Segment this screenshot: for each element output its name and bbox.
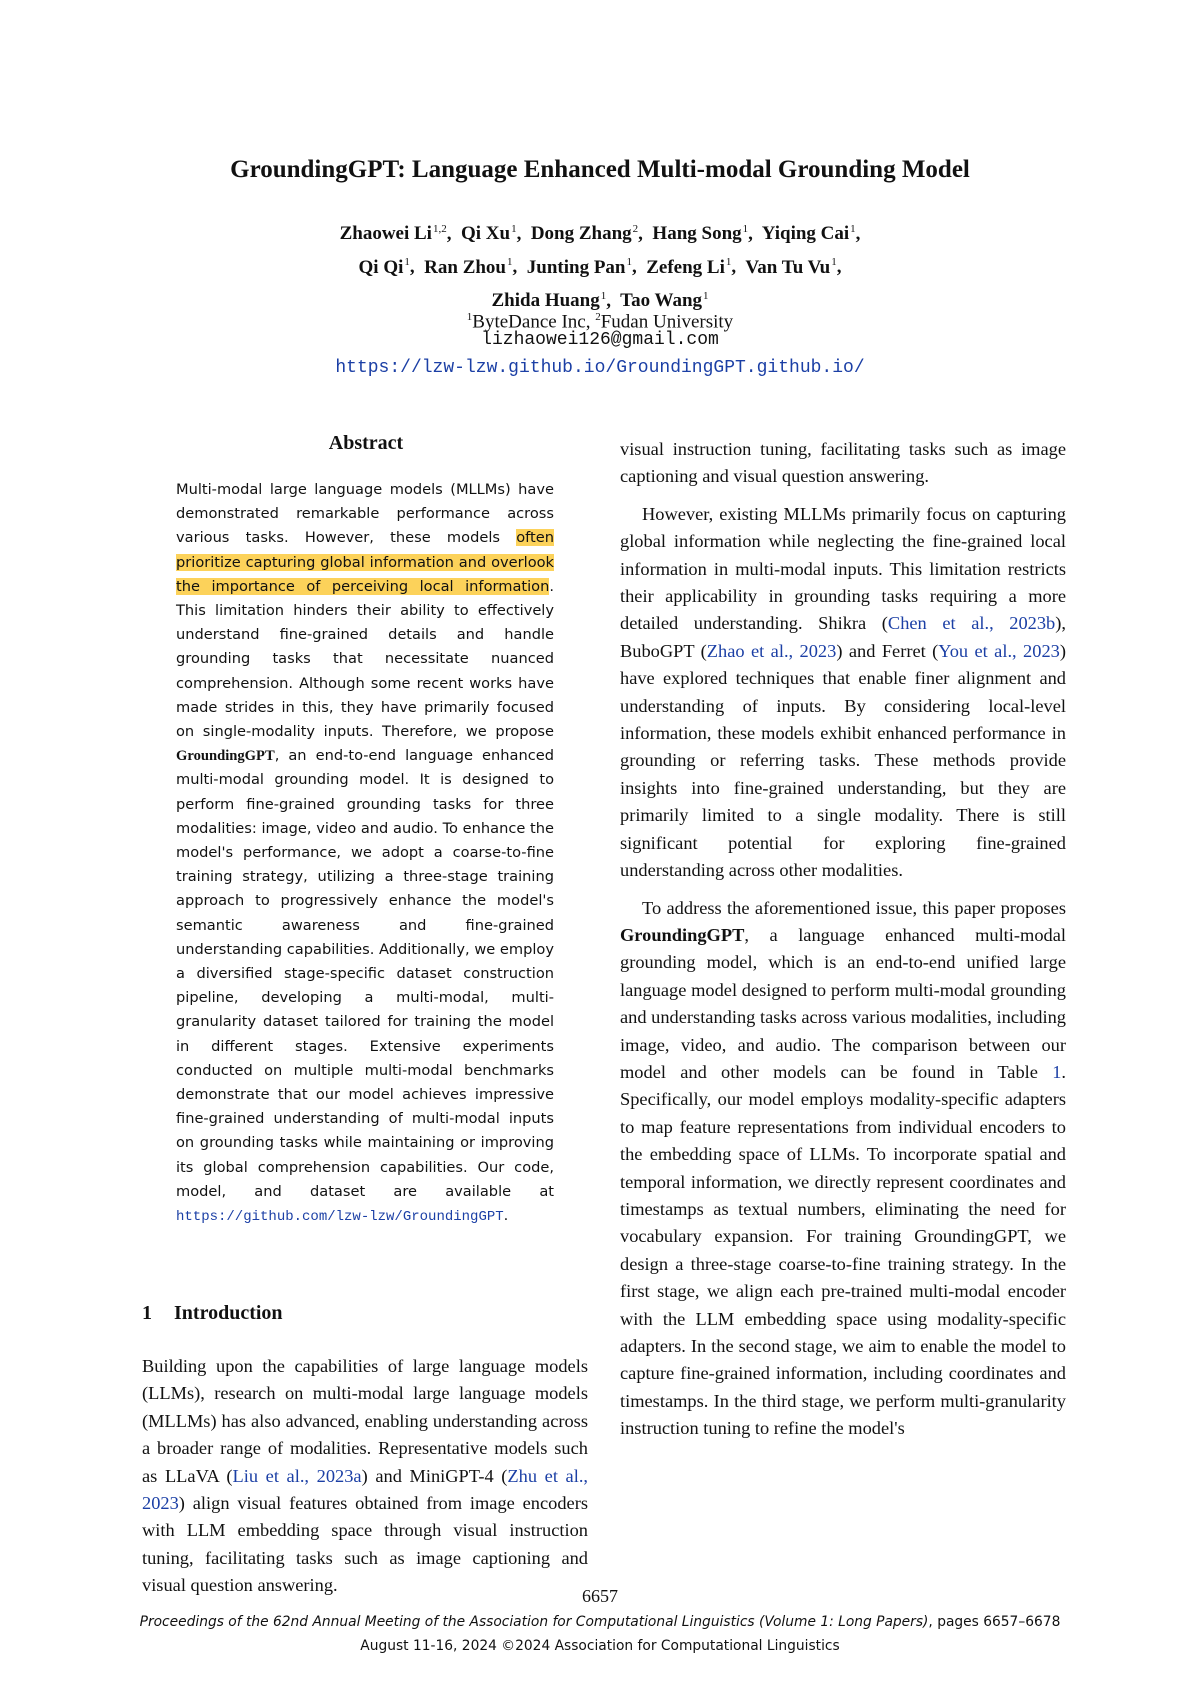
author-list: Zhaowei Li$^{1,2}$, Qi Xu$^1$, Dong Zhang$^2$, Hang Song$^1$, Yiqing Cai$^1$, Qi Qi$^1$, Ran Zhou$^1$, Junting Pan$^1$, Zefeng Li$^1$, Van Tu Vu$^1$, Zhida Huang$^1$, Tao Wang$^1$ bbox=[339, 223, 861, 311]
author: Hang Song$^1$ bbox=[652, 223, 749, 245]
contact-email: lizhaowei126@gmail.com bbox=[481, 330, 719, 350]
abstract-heading: Abstract bbox=[328, 432, 404, 454]
highlighted-text[interactable]: often prioritize capturing global information and overlook the importance of perceiving local information bbox=[176, 529, 554, 595]
intro-paragraph-1: Building upon the capabilities of large language models (LLMs), research on multi-modal large language models (MLLMs) has also advanced, enabling understanding across a broader range of modalities. Representative models such as LLaVA (Liu et al., 2023a) and MiniGPT-4 (Zhu et al., 2023) align visual features obtained from image encoders with LLM embedding space through visual instruction tuning, facilitating tasks such as image captioning and visual question answering. bbox=[142, 1356, 589, 1596]
citation-link[interactable]: Zhu et al., 2023 bbox=[142, 1465, 589, 1514]
affiliations: $^1$ByteDance Inc, $^2$Fudan University bbox=[466, 311, 734, 333]
author: Tao Wang$^1$ bbox=[620, 289, 709, 311]
author: Qi Qi$^1$ bbox=[358, 256, 410, 278]
intro-paragraph-1-continued: visual instruction tuning, facilitating tasks such as image captioning and visual question answering. bbox=[620, 439, 1066, 487]
citation-link[interactable]: You et al., 2023 bbox=[938, 640, 1060, 661]
author: Dong Zhang$^2$ bbox=[530, 223, 639, 245]
author: Zhaowei Li$^{1,2}$ bbox=[339, 223, 447, 245]
citation-link[interactable]: Liu et al., 2023a bbox=[232, 1465, 362, 1486]
author: Van Tu Vu$^1$ bbox=[745, 256, 837, 278]
paper-title: GroundingGPT: Language Enhanced Multi-modal Grounding Model bbox=[230, 156, 970, 183]
date-copyright-line: August 11-16, 2024 ©2024 Association for Computational Linguistics bbox=[360, 1638, 840, 1654]
intro-paragraph-3: To address the aforementioned issue, this paper proposes GroundingGPT, a language enhanced multi-modal grounding model, which is an end-to-end unified large language model designed to perform multi-modal grounding and understanding tasks across various modalities, including image, video, and audio. The comparison between our model and other models can be found in Table 1. Specifically, our model employs modality-specific adapters to map feature representations from individual encoders to the embedding space of LLMs. To incorporate spatial and temporal information, we directly represent coordinates and timestamps as textual numbers, eliminating the need for vocabulary expansion. For training GroundingGPT, we design a three-stage coarse-to-fine training strategy. In the first stage, we align each pre-trained multi-modal encoder with the LLM embedding space using modality-specific adapters. In the second stage, we aim to enable the model to capture fine-grained information, including coordinates and timestamps. In the third stage, we perform multi-granularity instruction tuning to refine the model's bbox=[620, 897, 1066, 1439]
author: Junting Pan$^1$ bbox=[526, 256, 632, 278]
citation-link[interactable]: Zhao et al., 2023 bbox=[706, 640, 837, 661]
intro-paragraphs-2-3 bbox=[620, 436, 1066, 1443]
proceedings-line: Proceedings of the 62nd Annual Meeting of the Association for Computational Linguistics (Volume 1: Long Papers), pages 6657–6678 bbox=[139, 1614, 1061, 1630]
author: Ran Zhou$^1$ bbox=[424, 256, 513, 278]
intro-paragraph-2: However, existing MLLMs primarily focus on capturing global information while neglecting the fine-grained local information in multi-modal inputs. This limitation restricts their applicability in grounding tasks requiring a more detailed understanding. Shikra (Chen et al., 2023b), BuboGPT (Zhao et al., 2023) and Ferret (You et al., 2023) have explored techniques that enable finer alignment and understanding of inputs. By considering local-level information, these models exhibit enhanced performance in grounding or referring tasks. These methods provide insights into fine-grained understanding, but they are primarily limited to a single modality. There is still significant potential for exploring fine-grained understanding across other modalities. bbox=[620, 503, 1066, 881]
author: Qi Xu$^1$ bbox=[460, 223, 517, 245]
code-url-link[interactable]: https://github.com/lzw-lzw/GroundingGPT bbox=[176, 1209, 504, 1226]
table-ref-link[interactable]: 1 bbox=[1052, 1061, 1062, 1082]
author: Zefeng Li$^1$ bbox=[646, 256, 732, 278]
author: Zhida Huang$^1$ bbox=[491, 289, 607, 311]
section-heading-introduction: 1 Introduction bbox=[142, 1302, 283, 1324]
abstract-body: Multi-modal large language models (MLLMs) have demonstrated remarkable performance across various tasks. However, these models often prioritize capturing global information and overlook the importance of perceiving local information. This limitation hinders their ability to effectively understand fine-grained details and handle grounding tasks that necessitate nuanced comprehension. Although some recent works have made strides in this, they have primarily focused on single-modality inputs. Therefore, we propose GroundingGPT, an end-to-end language enhanced multi-modal grounding model. It is designed to perform fine-grained grounding tasks for three modalities: image, video and audio. To enhance the model's performance, we adopt a coarse-to-fine training strategy, utilizing a three-stage training approach to progressively enhance the model's semantic awareness and fine-grained understanding capabilities. Additionally, we employ a diversified stage-specific dataset construction pipeline, developing a multi-modal, multi-granularity dataset tailored for training the model in different stages. Extensive experiments conducted on multiple multi-modal benchmarks demonstrate that our model achieves impressive fine-grained understanding of multi-modal inputs on grounding tasks while maintaining or improving its global comprehension capabilities. Our code, model, and dataset are available at https://github.com/lzw-lzw/GroundingGPT. bbox=[176, 481, 554, 1226]
citation-link[interactable]: Chen et al., 2023b bbox=[887, 613, 1056, 634]
page-number: 6657 bbox=[582, 1586, 618, 1606]
author: Yiqing Cai$^1$ bbox=[761, 223, 856, 245]
project-url-link[interactable]: https://lzw-lzw.github.io/GroundingGPT.github.io/ bbox=[335, 358, 865, 378]
